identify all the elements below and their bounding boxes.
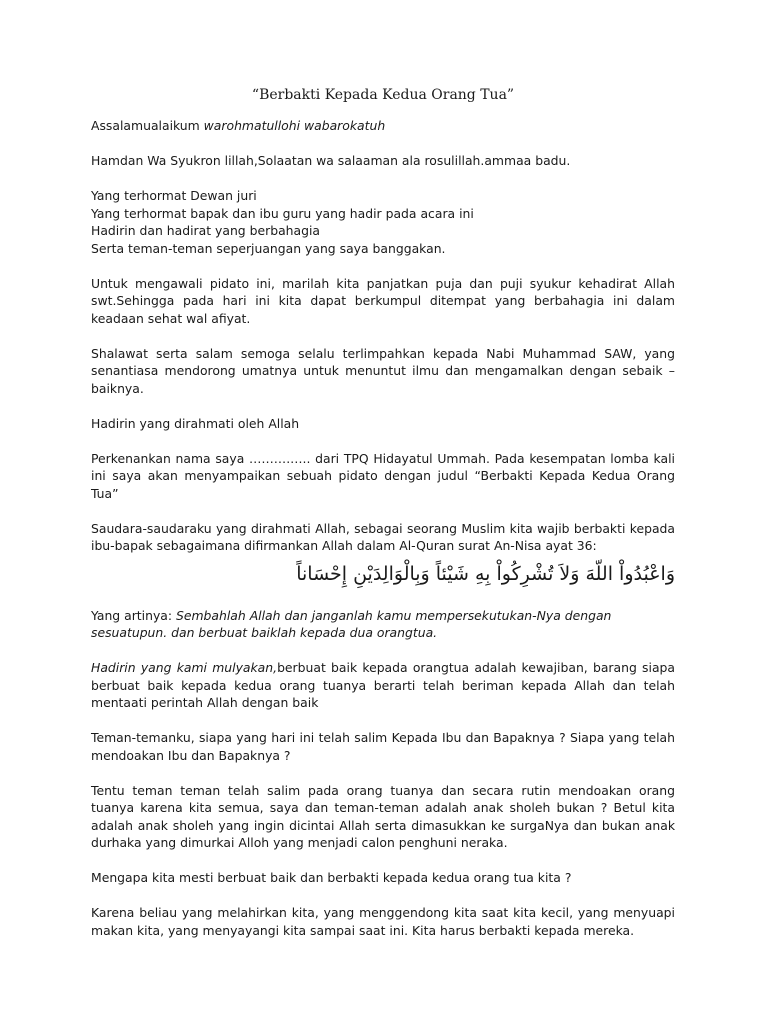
question1-paragraph: Teman-temanku, siapa yang hari ini telah salim Kepada Ibu dan Bapaknya ? Siapa yang telah mendoakan Ibu dan Bapaknya ? <box>91 730 675 763</box>
question2-paragraph: Mengapa kita mesti berbuat baik dan berbakti kepada kedua orang tua kita ? <box>91 870 572 885</box>
salutation-line: Serta teman-teman seperjuangan yang saya banggakan. <box>91 240 446 256</box>
hamdan-paragraph: Hamdan Wa Syukron lillah,Solaatan wa salaaman ala rosulillah.ammaa badu. <box>91 153 571 168</box>
salutations-list <box>91 187 675 257</box>
arabic-verse: وَاعْبُدُواْ اللّهَ وَلاَ تُشْرِكُواْ بِهِ شَيْئاً وَبِالْوَالِدَيْنِ إِحْسَاناً <box>296 562 675 585</box>
shalawat-paragraph: Shalawat serta salam semoga selalu terlimpahkan kepada Nabi Muhammad SAW, yang senantiasa mendorong umatnya untuk menuntut ilmu dan mengamalkan dengan sebaik – baiknya. <box>91 345 675 396</box>
translation-label: Yang artinya: <box>91 607 176 623</box>
document-title: “Berbakti Kepada Kedua Orang Tua” <box>251 87 515 103</box>
document-page <box>91 86 675 957</box>
mulyakan-italic: Hadirin yang kami mulyakan, <box>91 660 278 675</box>
opening-paragraph: Untuk mengawali pidato ini, marilah kita panjatkan puja dan puji syukur kehadirat Allah swt.Sehingga pada hari ini kita dapat berkumpul ditempat yang berbahagia ini dalam keadaan sehat wal afiyat. <box>91 275 675 326</box>
hadirin-paragraph: Hadirin yang dirahmati oleh Allah <box>91 415 300 431</box>
salutation-line: Hadirin dan hadirat yang berbahagia <box>91 223 321 238</box>
salutation-line: Yang terhormat Dewan juri <box>91 188 257 203</box>
saudara-paragraph: Saudara-saudaraku yang dirahmati Allah, sebagai seorang Muslim kita wajib berbakti kepada ibu-bapak sebagaimana difirmankan Allah dalam Al-Quran surat An-Nisa ayat 36: <box>91 520 675 553</box>
salutation-line: Yang terhormat bapak dan ibu guru yang hadir pada acara ini <box>91 205 474 221</box>
mulyakan-paragraph <box>91 659 675 712</box>
karena-paragraph: Karena beliau yang melahirkan kita, yang menggendong kita saat kita kecil, yang menyuapi makan kita, yang menyayangi kita sampai saat ini. Kita harus berbakti kepada mereka. <box>91 905 675 938</box>
translation-paragraph <box>91 607 675 642</box>
translation-text: Sembahlah Allah dan janganlah kamu mempersekutukan-Nya dengan sesuatupun. dan berbuat baiklah kepada dua orangtua. <box>91 607 612 640</box>
greeting-italic: warohmatullohi wabarokatuh <box>203 118 386 133</box>
introduction-paragraph: Perkenankan nama saya ……….….. dari TPQ Hidayatul Ummah. Pada kesempatan lomba kali ini saya akan menyampaikan sebuah pidato dengan judul “Berbakti Kepada Kedua Orang Tua” <box>91 450 675 501</box>
greeting-text: Assalamualaikum <box>91 118 204 133</box>
greeting-paragraph <box>91 117 675 135</box>
mulyakan-text: berbuat baik kepada orangtua adalah kewajiban, barang siapa berbuat baik kepada kedua orang tuanya berarti telah beriman kepada Allah dan telah mentaati perintah Allah dengan baik <box>91 660 675 710</box>
tentu-paragraph: Tentu teman teman telah salim pada orang tuanya dan secara rutin mendoakan orang tuanya karena kita semua, saya dan teman-teman adalah anak sholeh bukan ? Betul kita adalah anak sholeh yang ingin dicintai Allah serta dimasukkan ke surgaNya dan bukan anak durhaka yang dimurkai Alloh yang menjadi calon penghuni neraka. <box>91 782 675 850</box>
